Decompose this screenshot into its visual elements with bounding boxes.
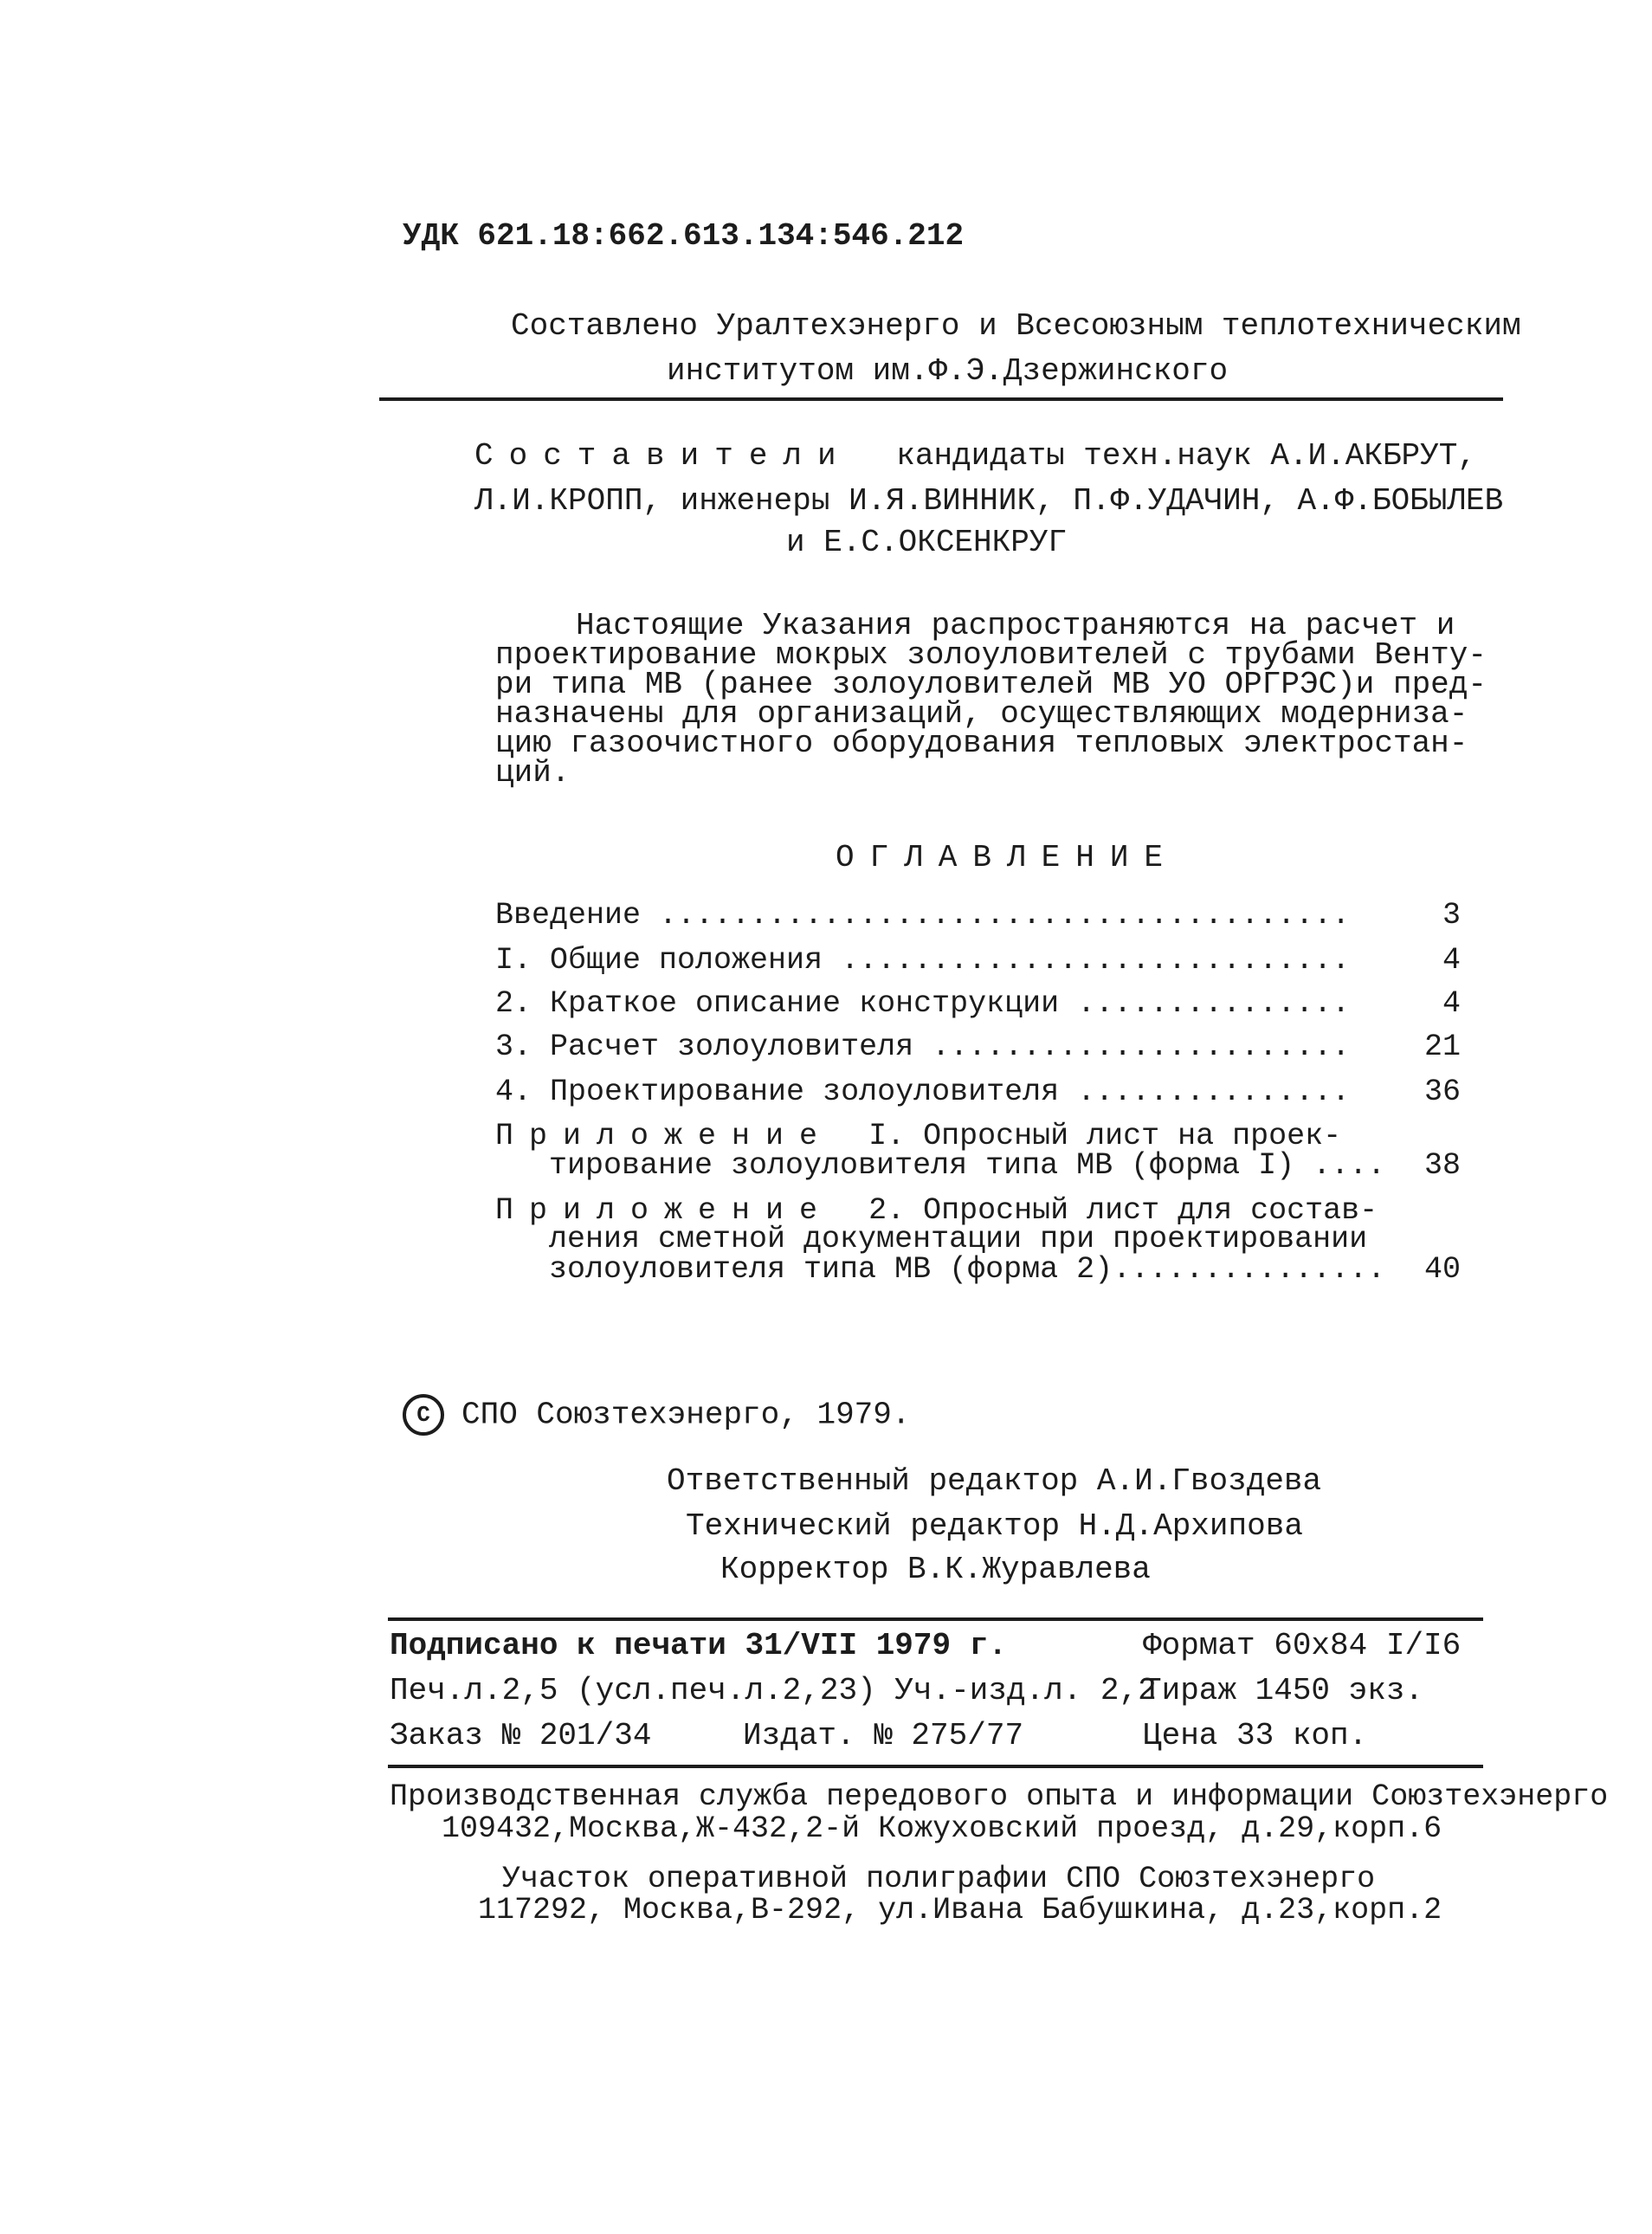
authors-line1-rest: кандидаты техн.наук А.И.АКБРУТ, <box>896 438 1476 474</box>
divider-imprint-bottom <box>388 1765 1483 1768</box>
toc-item-title: 4. Проектирование золоуловителя ............... <box>495 1075 1351 1109</box>
publisher-line2: 109432,Москва,Ж-432,2-й Кожуховский проезд, д.29,корп.6 <box>442 1811 1442 1846</box>
compiled-by-line2: институтом им.Ф.Э.Дзержинского <box>667 353 1229 389</box>
toc-item <box>495 1075 1461 1120</box>
publisher-line1: Производственная служба передового опыта и информации Союзтехэнерго <box>390 1779 1609 1814</box>
appendix2-line2: ления сметной документации при проектировании <box>549 1222 1368 1256</box>
abstract-line2: проектирование мокрых золоуловителей с трубами Венту- <box>495 637 1487 673</box>
udk-code: УДК 621.18:662.613.134:546.212 <box>403 218 965 254</box>
authors-line3: и Е.С.ОКСЕНКРУГ <box>786 525 1068 560</box>
appendix1-line1-text: I. Опросный лист на проек- <box>868 1119 1342 1153</box>
toc-item-title: 2. Краткое описание конструкции ............... <box>495 986 1351 1021</box>
abstract-line3: ри типа МВ (ранее золоуловителей МВ УО ОРГРЭС)и пред- <box>495 667 1487 702</box>
appendix1-line2-row <box>495 1148 1461 1193</box>
appendix2-line1-text: 2. Опросный лист для состав- <box>868 1193 1378 1228</box>
copyright <box>403 1394 910 1436</box>
toc-item-page: 3 <box>1442 898 1461 933</box>
imprint-circulation: Тираж 1450 экз. <box>1143 1673 1424 1708</box>
toc-item-page: 21 <box>1423 1030 1461 1064</box>
appendix1-line2: тирование золоуловителя типа МВ (форма I) .... <box>549 1148 1386 1183</box>
authors-label: Составители <box>474 438 852 474</box>
technical-editor: Технический редактор Н.Д.Архипова <box>686 1508 1303 1544</box>
appendix2-page: 40 <box>1423 1252 1461 1287</box>
divider-imprint-top <box>388 1617 1483 1621</box>
divider-top <box>379 397 1503 401</box>
proofreader: Корректор В.К.Журавлева <box>720 1552 1151 1587</box>
abstract-line1: Настоящие Указания распространяются на расчет и <box>576 608 1455 643</box>
copyright-text: СПО Союзтехэнерго, 1979. <box>461 1397 911 1433</box>
toc-item <box>495 943 1461 988</box>
appendix2-line3-row <box>495 1252 1461 1297</box>
abstract-line5: цию газоочистного оборудования тепловых электростан- <box>495 726 1468 761</box>
toc-item <box>495 898 1461 943</box>
appendix1-page: 38 <box>1423 1148 1461 1183</box>
toc-item-title: I. Общие положения ............................ <box>495 943 1351 978</box>
toc-item <box>495 986 1461 1031</box>
imprint-publication: Издат. № 275/77 <box>743 1718 1024 1753</box>
toc-item-title: Введение ...................................... <box>495 898 1351 933</box>
responsible-editor: Ответственный редактор А.И.Гвоздева <box>667 1463 1322 1499</box>
imprint-format: Формат 60х84 I/I6 <box>1143 1628 1462 1663</box>
abstract-line4: назначены для организаций, осуществляющих модерниза- <box>495 696 1468 732</box>
compiled-by-line1: Составлено Уралтехэнерго и Всесоюзным теплотехническим <box>511 308 1521 344</box>
imprint-price: Цена 33 коп. <box>1143 1718 1368 1753</box>
toc-item-page: 4 <box>1442 986 1461 1021</box>
appendix2-label: Приложение <box>495 1193 834 1228</box>
toc-item-page: 4 <box>1442 943 1461 978</box>
toc-item-title: 3. Расчет золоуловителя ....................... <box>495 1030 1351 1064</box>
authors-line1 <box>474 438 1476 474</box>
toc-heading: ОГЛАВЛЕНИЕ <box>836 840 1179 875</box>
imprint-signed: Подписано к печати 31/VII 1979 г. <box>390 1628 1007 1663</box>
publisher-line4: 117292, Москва,В-292, ул.Ивана Бабушкина, д.23,корп.2 <box>478 1893 1442 1927</box>
authors-line2: Л.И.КРОПП, инженеры И.Я.ВИННИК, П.Ф.УДАЧИН, А.Ф.БОБЫЛЕВ <box>474 483 1504 519</box>
appendix2-line3: золоуловителя типа МВ (форма 2)............... <box>549 1252 1386 1287</box>
publisher-line3: Участок оперативной полиграфии СПО Союзтехэнерго <box>502 1862 1376 1896</box>
appendix1-label: Приложение <box>495 1119 834 1153</box>
toc-item <box>495 1030 1461 1075</box>
toc-item-page: 36 <box>1423 1075 1461 1109</box>
copyright-icon: C <box>403 1394 444 1436</box>
imprint-sheets: Печ.л.2,5 (усл.печ.л.2,23) Уч.-изд.л. 2,2 <box>390 1673 1157 1708</box>
imprint-order: Заказ № 201/34 <box>390 1718 652 1753</box>
abstract-line6: ций. <box>495 755 571 791</box>
